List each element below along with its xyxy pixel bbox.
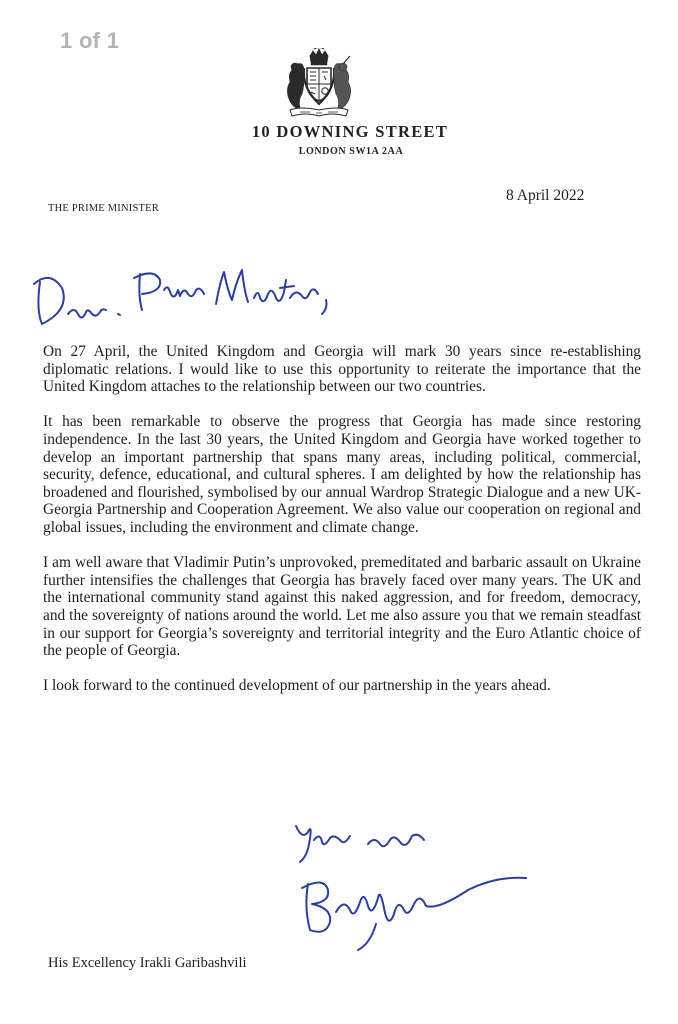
handwritten-salutation bbox=[28, 252, 348, 338]
sender-title: THE PRIME MINISTER bbox=[48, 203, 159, 214]
recipient-name: His Excellency Irakli Garibashvili bbox=[48, 955, 247, 971]
address-line-street: 10 DOWNING STREET bbox=[251, 122, 449, 141]
letter-body bbox=[43, 343, 641, 712]
royal-coat-of-arms-icon bbox=[280, 48, 358, 122]
letter-date: 8 April 2022 bbox=[506, 187, 585, 204]
paragraph-partnership: It has been remarkable to observe the progress that Georgia has made since restoring independence. In the last 30 years, the United Kingdom and Georgia have worked together to develop an important partnership that spans many areas, including political, commercial, security, defence, educational, and cultural spheres. I am delighted by how the relationship has broadened and flourished, symbolised by our annual Wardrop Strategic Dialogue and a new UK-Georgia Partnership and Cooperation Agreement. We also value our cooperation on regional and global issues, including the environment and climate change. bbox=[43, 413, 641, 536]
paragraph-anniversary: On 27 April, the United Kingdom and Georgia will mark 30 years since re-establishing diplomatic relations. I would like to use this opportunity to reiterate the importance that the United Kingdom attaches to the relationship between our two countries. bbox=[43, 343, 641, 396]
address-line-postcode: LONDON SW1A 2AA bbox=[298, 146, 404, 157]
page-counter: 1 of 1 bbox=[60, 28, 120, 53]
handwritten-closing-signature bbox=[288, 818, 538, 958]
paragraph-ukraine: I am well aware that Vladimir Putin’s unprovoked, premeditated and barbaric assault on Ukraine further intensifies the challenges that Georgia has bravely faced over many years. The UK and the international community stand against this naked aggression, and for freedom, democracy, and the sovereignty of nations around the world. Let me also assure you that we remain steadfast in our support for Georgia’s sovereignty and territorial integrity and the Euro Atlantic choice of the people of Georgia. bbox=[43, 554, 641, 660]
paragraph-closing: I look forward to the continued development of our partnership in the years ahead. bbox=[43, 677, 551, 695]
